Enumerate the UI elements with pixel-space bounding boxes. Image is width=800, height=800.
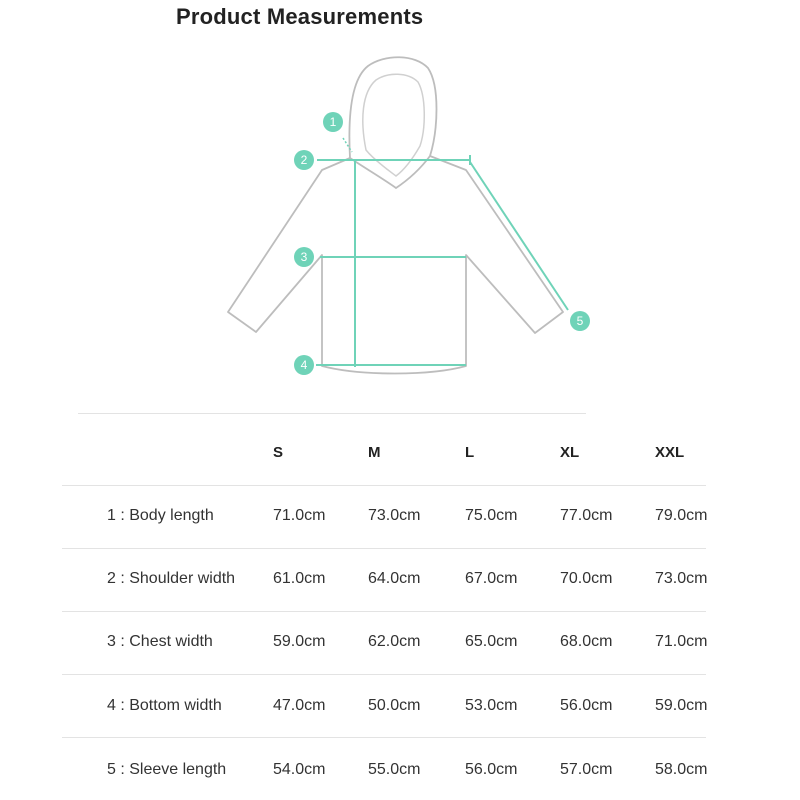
row-divider [62,674,706,675]
measurement-lines [316,155,568,367]
table-cell: 58.0cm [655,761,708,778]
marker-1-leader [343,138,352,152]
table-cell: 71.0cm [655,633,708,650]
table-cell: 54.0cm [273,761,326,778]
marker-5 [570,311,590,331]
marker-1 [323,112,343,132]
page-title: Product Measurements [176,4,424,29]
table-cell: 71.0cm [273,507,326,524]
marker-1-label: 1 [329,115,337,129]
table-cell: 67.0cm [465,570,518,587]
column-header-s: S [273,444,284,461]
table-cell: 47.0cm [273,697,326,714]
column-header-xl: XL [560,444,580,461]
row-label: 5 : Sleeve length [107,761,227,778]
marker-4-label: 4 [300,358,308,372]
row-label: 2 : Shoulder width [107,570,236,587]
table-cell: 73.0cm [655,570,708,587]
table-cell: 59.0cm [655,697,708,714]
column-header-m: M [368,444,381,461]
table-cell: 50.0cm [368,697,421,714]
row-label: 1 : Body length [107,507,214,524]
table-cell: 70.0cm [560,570,613,587]
table-cell: 59.0cm [273,633,326,650]
marker-4 [294,355,314,375]
marker-2-label: 2 [300,153,308,167]
table-cell: 68.0cm [560,633,613,650]
table-cell: 56.0cm [465,761,518,778]
table-cell: 53.0cm [465,697,518,714]
row-label: 4 : Bottom width [107,697,222,714]
row-divider [62,611,706,612]
table-cell: 64.0cm [368,570,421,587]
row-divider [62,737,706,738]
table-cell: 79.0cm [655,507,708,524]
table-cell: 62.0cm [368,633,421,650]
marker-3 [294,247,314,267]
row-divider [62,485,706,486]
column-header-l: L [465,444,475,461]
table-cell: 61.0cm [273,570,326,587]
table-cell: 55.0cm [368,761,421,778]
table-cell: 77.0cm [560,507,613,524]
row-label: 3 : Chest width [107,633,213,650]
table-cell: 73.0cm [368,507,421,524]
table-cell: 57.0cm [560,761,613,778]
table-cell: 56.0cm [560,697,613,714]
marker-5-label: 5 [576,314,584,328]
row-divider [62,548,706,549]
sleeve-length-line [470,162,568,310]
marker-2 [294,150,314,170]
table-top-divider [78,413,586,414]
column-header-xxl: XXL [655,444,685,461]
marker-3-label: 3 [300,250,308,264]
table-cell: 75.0cm [465,507,518,524]
table-cell: 65.0cm [465,633,518,650]
